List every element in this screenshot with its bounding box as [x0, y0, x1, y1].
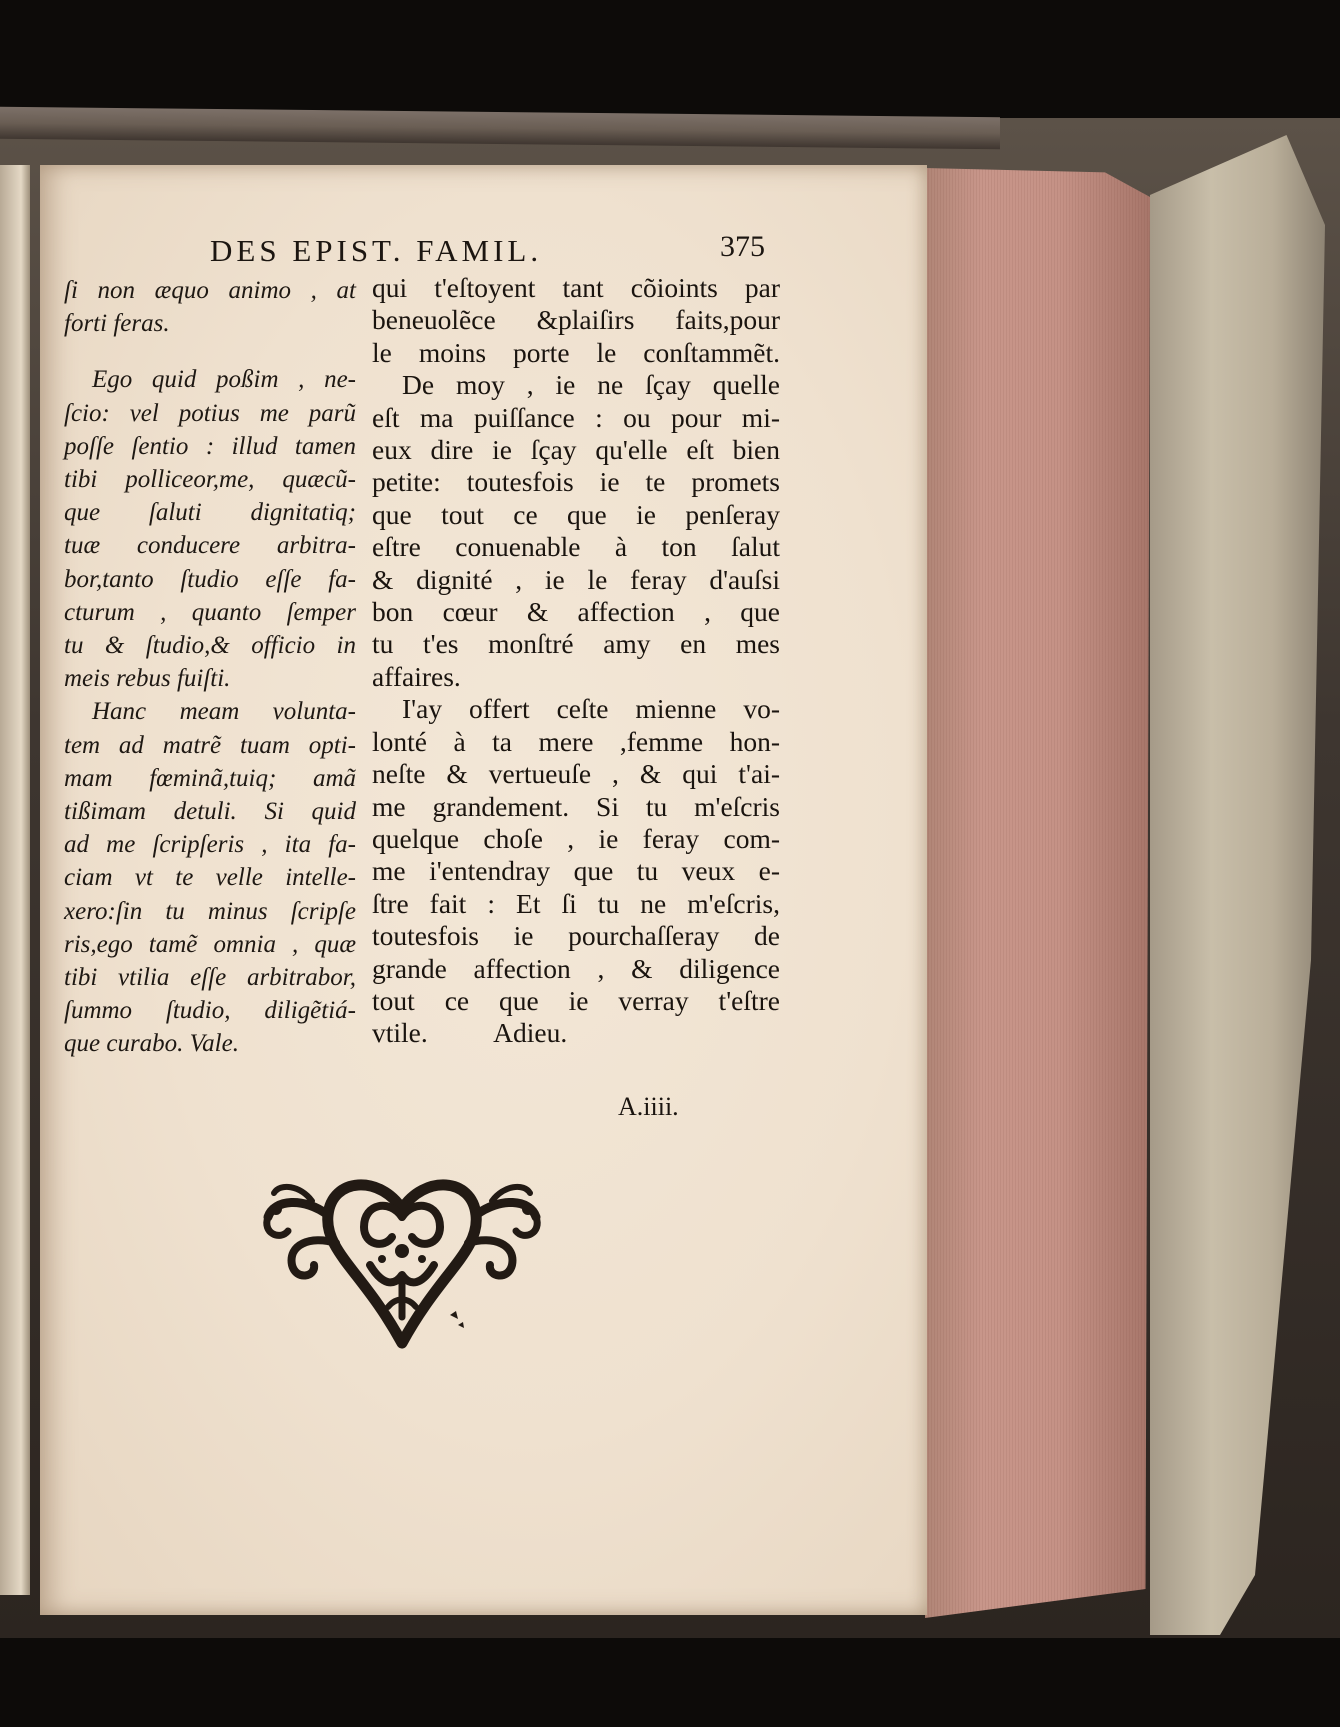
text-line: I'ay offert ceſte mienne vo- — [402, 693, 780, 725]
text-line: ad me ſcripſeris , ita fa- — [64, 831, 356, 859]
page-number: 375 — [720, 230, 765, 263]
text-line: me grandement. Si tu m'eſcris — [372, 790, 780, 822]
text-line: neſte & vertueuſe , & qui t'ai- — [372, 758, 780, 790]
text-line: forti feras. — [64, 310, 170, 338]
text-line: vtile. Adieu. — [372, 1017, 568, 1049]
text-line: xero:ſin tu minus ſcripſe — [64, 897, 356, 925]
text-line: bon cœur & affection , que — [372, 596, 780, 628]
text-line: & dignité , ie le feray d'auſsi — [372, 563, 780, 595]
text-line: ſi non æquo animo , at — [64, 277, 356, 304]
text-line: beneuolẽce &plaiſirs faits,pour — [372, 304, 780, 336]
text-line: poſſe ſentio : illud tamen — [64, 432, 356, 460]
text-line: petite: toutesfois ie te promets — [372, 466, 780, 498]
text-line: eſt ma puiſſance : ou pour mi- — [372, 401, 780, 433]
text-line: tibi polliceor,me, quæcũ- — [64, 466, 356, 494]
text-line: meis rebus fuiſti. — [64, 665, 231, 693]
text-line: tu t'es monſtré amy en mes — [372, 628, 780, 660]
text-line: mam fœminã,tuiq; amã — [64, 764, 356, 792]
text-line: Ego quid poßim , ne- — [92, 366, 356, 394]
text-line: bor,tanto ſtudio eſſe fa- — [64, 565, 356, 593]
text-line: le moins porte le conſtammẽt. — [372, 336, 780, 368]
text-line: quelque choſe , ie feray com- — [372, 822, 780, 854]
french-column — [372, 272, 780, 1050]
text-line: grande affection , & diligence — [372, 952, 780, 984]
text-line: lonté à ta mere ,femme hon- — [372, 725, 780, 757]
text-line: tout ce que ie verray t'eſtre — [372, 984, 780, 1016]
signature-mark: A.iiii. — [618, 1092, 679, 1121]
text-line: me i'entendray que tu veux e- — [372, 855, 780, 887]
facing-leaf — [0, 165, 30, 1595]
text-line: que curabo. Vale. — [64, 1030, 239, 1058]
text-line: ris,ego tamẽ omnia , quæ — [64, 930, 356, 958]
text-line: que tout ce que ie penſeray — [372, 498, 780, 530]
text-line: Hanc meam volunta- — [92, 698, 356, 726]
text-line: tem ad matrẽ tuam opti- — [64, 731, 356, 759]
running-head: DES EPIST. FAMIL. — [210, 233, 543, 268]
fleuron-icon — [252, 1147, 552, 1357]
latin-column — [64, 274, 356, 1061]
text-line: De moy , ie ne ſçay quelle — [402, 369, 780, 401]
text-line: eſtre conuenable à ton ſalut — [372, 531, 780, 563]
text-line: tibi vtilia eſſe arbitrabor, — [64, 964, 356, 992]
text-line: que ſaluti dignitatiq; — [64, 499, 356, 527]
text-line: affaires. — [372, 660, 461, 692]
text-line: ſcio: vel potius me parũ — [64, 399, 356, 427]
text-line: cturum , quanto ſemper — [64, 598, 356, 626]
text-line: tuæ conducere arbitra- — [64, 532, 356, 560]
text-line: eux dire ie ſçay qu'elle eſt bien — [372, 434, 780, 466]
text-line: toutesfois ie pourchaſſeray de — [372, 920, 780, 952]
text-line: ſummo ſtudio, diligẽtiá- — [64, 997, 356, 1025]
text-line: qui t'eſtoyent tant cõioints par — [372, 272, 780, 303]
page-block-edge — [925, 168, 1150, 1618]
text-line: tu & ſtudio,& officio in — [64, 632, 356, 660]
text-line: tißimam detuli. Si quid — [64, 798, 356, 826]
text-line: ſtre fait : Et ſi tu ne m'eſcris, — [372, 887, 780, 919]
text-line: ciam vt te velle intelle- — [64, 864, 356, 892]
